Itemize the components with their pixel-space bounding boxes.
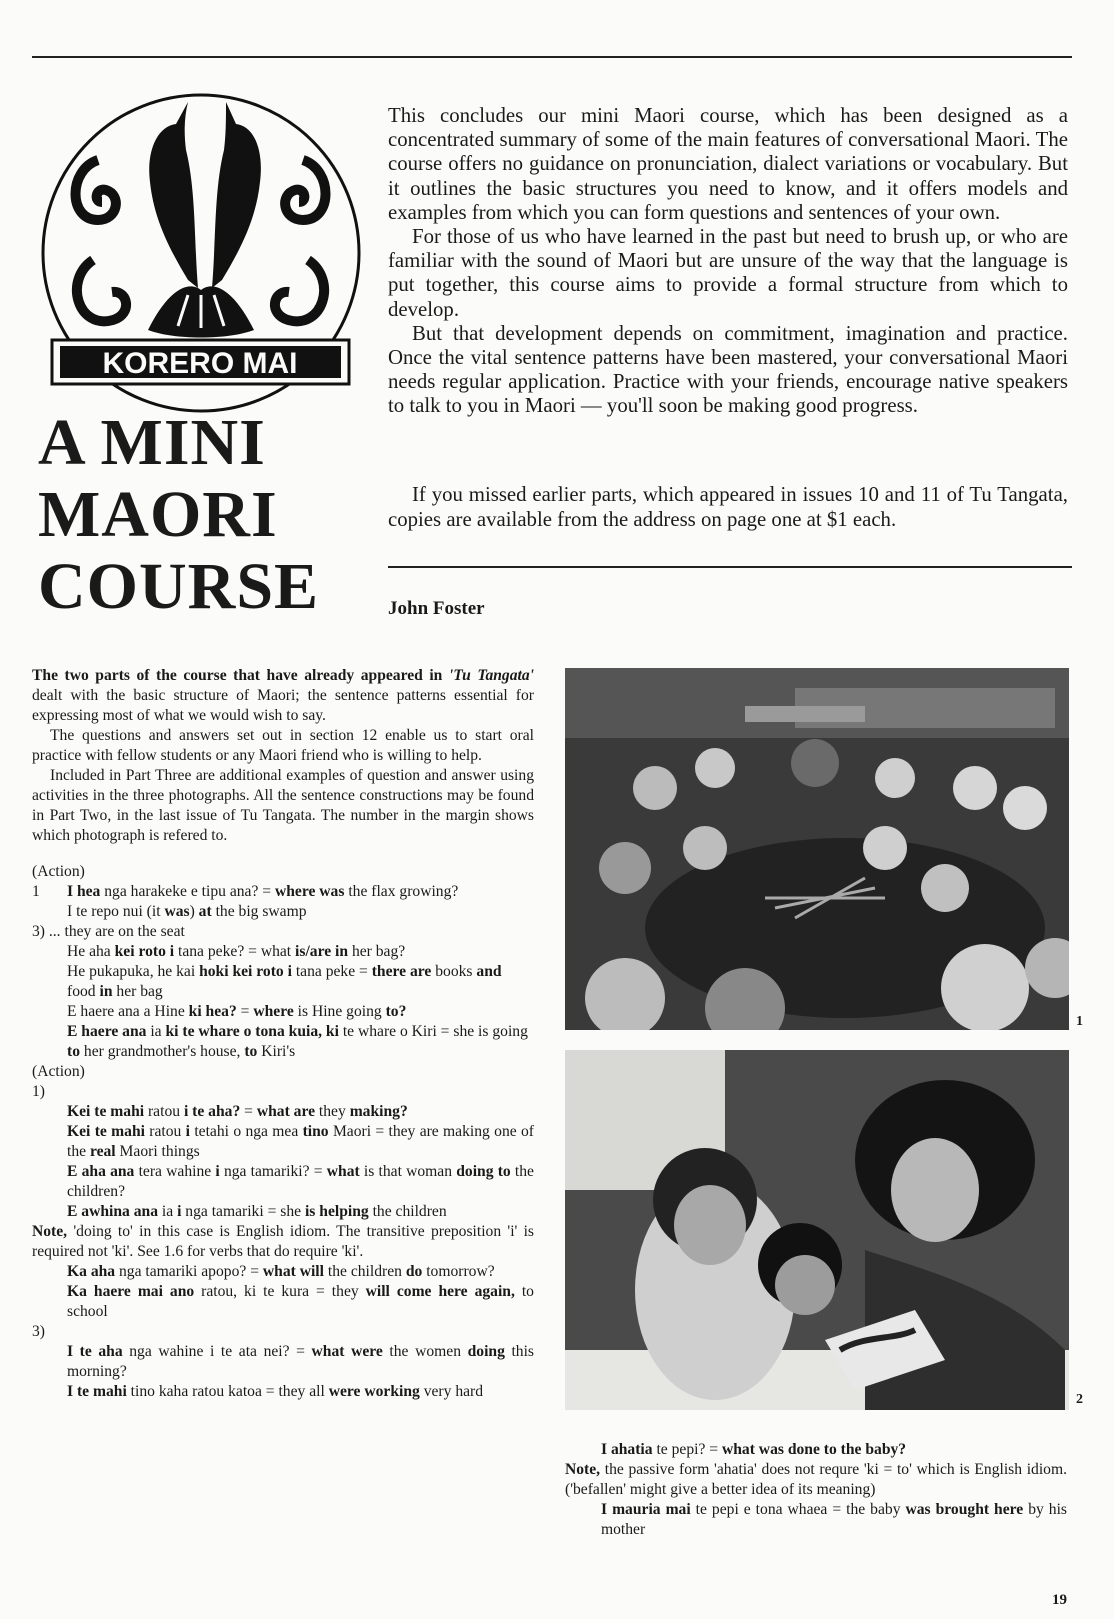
lead-paragraph xyxy=(32,666,534,726)
body-paragraph: Included in Part Three are additional examples of question and answer using activities in the three photographs. All the sentence constructions may be found in Part Two, in the last issue of Tu Tangata. The number in the margin shows which photograph is refered to. xyxy=(32,767,534,844)
example-line: Kei te mahi ratou i tetahi o nga mea tino Maori = they are making one of the real Maori things xyxy=(67,1123,534,1160)
example-line: He aha kei roto i tana peke? = what is/are in her bag? xyxy=(67,943,406,960)
intro-paragraph: For those of us who have learned in the past but need to brush up, or who are familiar with the sound of Maori but are unsure of the way that the language is put together, this course aims to provide a formal structure from which to develop. xyxy=(388,225,1068,321)
example-line: Ka aha nga tamariki apopo? = what will the children do tomorrow? xyxy=(67,1263,495,1280)
magazine-title: 'Tu Tangata' xyxy=(448,667,534,684)
example-line: 1 I hea nga harakeke e tipu ana? = where was the flax growing? xyxy=(32,883,459,900)
example-line: Ka haere mai ano ratou, ki te kura = they will come here again, to school xyxy=(67,1283,534,1320)
photo-ref: 1) xyxy=(32,1083,45,1100)
photo-children-classroom-image xyxy=(565,668,1069,1030)
action-label: (Action) xyxy=(32,1063,85,1080)
example-line: I te repo nui (it was) at the big swamp xyxy=(67,903,307,920)
photo-woman-reading-image xyxy=(565,1050,1069,1410)
photo-ref: 1 xyxy=(32,883,40,900)
headline-line-3: COURSE xyxy=(38,550,320,623)
page-number: 19 xyxy=(1052,1592,1067,1608)
intro-text xyxy=(388,104,1068,419)
example-line: I te aha nga wahine i te ata nei? = what were the women doing this morning? xyxy=(67,1343,535,1380)
headline-line-2: MAORI xyxy=(38,478,278,551)
intro-paragraph: This concludes our mini Maori course, which has been designed as a concentrated summary of some of the main features of conversational Maori. The course offers no guidance on pronunciation, dialect variations or vocabulary. But it outlines the basic structures you need to know, and it offers models and examples from which you can form questions and sentences of your own. xyxy=(388,104,1068,224)
top-rule xyxy=(32,56,1072,58)
photo-children-classroom xyxy=(565,668,1069,1030)
photo-ref: 3) ... they are on the seat xyxy=(32,923,185,940)
photo-caption xyxy=(565,1440,1067,1540)
lesson-column xyxy=(32,666,534,1402)
action-label: (Action) xyxy=(32,863,85,880)
caption-line: I mauria mai te pepi e tona whaea = the baby was brought here by his mother xyxy=(601,1501,1067,1538)
example-line: E haere ana a Hine ki hea? = where is Hine going to? xyxy=(67,1003,407,1020)
intro-paragraph: But that development depends on commitment, imagination and practice. Once the vital sentence patterns have been mastered, your conversational Maori needs regular application. Practice with your friends, encourage native speakers to talk to you in Maori — you'll soon be making good progress. xyxy=(388,321,1068,418)
photo-ref: 3) xyxy=(32,1323,45,1340)
example-line: E awhina ana ia i nga tamariki = she is helping the children xyxy=(67,1203,447,1220)
lead-bold: The two parts of the course that have already appeared in xyxy=(32,667,443,684)
caption-line: I ahatia te pepi? = what was done to the baby? xyxy=(601,1441,907,1458)
headline-line-1: A MINI xyxy=(38,406,266,479)
lead-rest: dealt with the basic structure of Maori; the sentence patterns essential for expressing most of what we would wish to say. xyxy=(32,687,534,724)
example-line: E haere ana ia ki te whare o tona kuia, ki te whare o Kiri = she is going to her grandmother's house, to Kiri's xyxy=(67,1023,528,1060)
section-rule xyxy=(388,566,1072,568)
example-line: E aha ana tera wahine i nga tamariki? = what is that woman doing to the children? xyxy=(67,1163,534,1200)
body-paragraph: The questions and answers set out in section 12 enable us to start oral practice with fellow students or any Maori friend who is willing to help. xyxy=(32,727,534,764)
missed-issues-note: If you missed earlier parts, which appeared in issues 10 and 11 of Tu Tangata, copies are available from the address on page one at $1 each. xyxy=(388,483,1068,531)
logo-banner-text: KORERO MAI xyxy=(102,347,298,380)
example-line: Kei te mahi ratou i te aha? = what are they making? xyxy=(67,1103,408,1120)
photo-number: 1 xyxy=(1076,1014,1083,1029)
example-line: I te mahi tino kaha ratou katoa = they all were working very hard xyxy=(67,1383,484,1400)
caption-note: Note, the passive form 'ahatia' does not requre 'ki = to' which is English idiom. ('befallen' might give a better idea of its meaning) xyxy=(565,1461,1067,1498)
photo-woman-reading-to-children xyxy=(565,1050,1069,1410)
note: Note, 'doing to' in this case is English idiom. The transitive preposition 'i' is required not 'ki'. See 1.6 for verbs that do require 'ki'. xyxy=(32,1223,534,1260)
byline: John Foster xyxy=(388,598,485,619)
example-line: He pukapuka, he kai hoki kei roto i tana peke = there are books and food in her bag xyxy=(67,963,502,1000)
photo-number: 2 xyxy=(1076,1392,1083,1407)
huia-birds-logo xyxy=(38,90,363,430)
